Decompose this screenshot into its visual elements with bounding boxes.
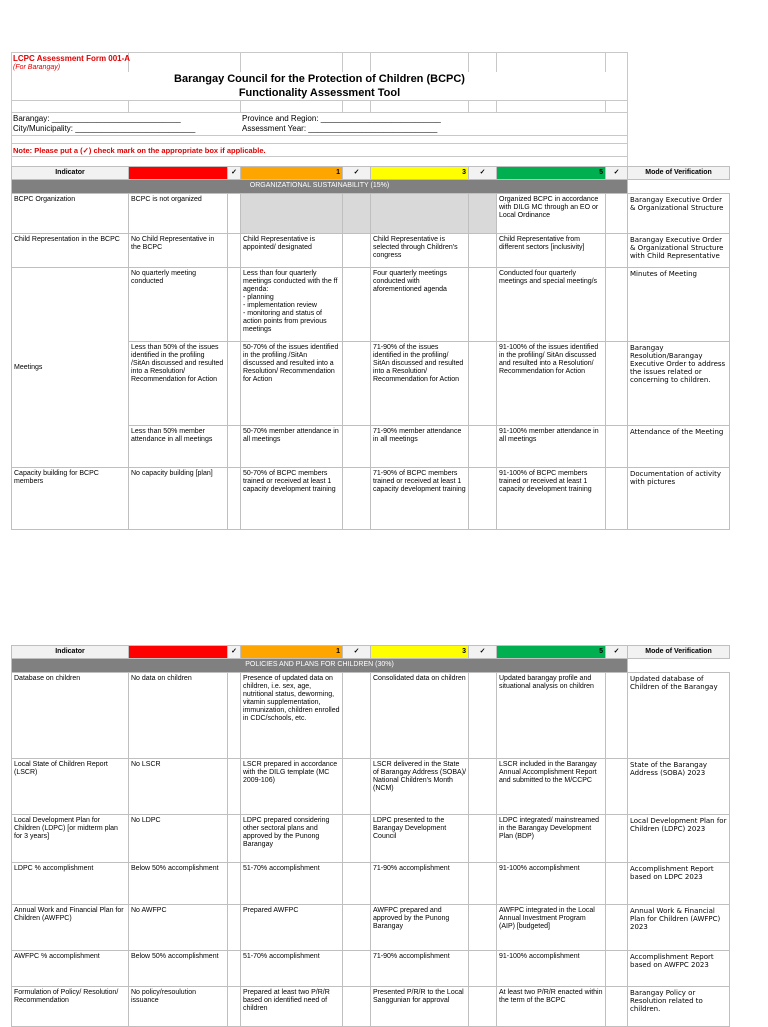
criteria-cell: 91-100% of BCPC members trained or received at least 1 capacity development training — [497, 468, 606, 530]
criteria-cell: Less than 50% member attendance in all meetings — [129, 426, 228, 468]
score-1-header: 1 — [241, 646, 343, 659]
criteria-cell: AWFPC prepared and approved by the Punong Barangay — [371, 905, 469, 951]
criteria-cell: 71-90% accomplishment — [371, 951, 469, 987]
check-box[interactable] — [343, 268, 371, 342]
section1-table — [11, 166, 730, 530]
mov-cell: Local Development Plan for Children (LDPC) 2023 — [628, 815, 730, 863]
check-box[interactable] — [343, 759, 371, 815]
check-cell[interactable]: ✓ — [228, 646, 241, 659]
check-cell[interactable]: ✓ — [469, 167, 497, 180]
table-row — [12, 905, 730, 951]
check-box[interactable] — [228, 426, 241, 468]
table-row — [12, 987, 730, 1027]
check-box[interactable] — [606, 759, 628, 815]
section-title-row — [12, 659, 730, 673]
criteria-cell: Presence of updated data on children, i.e. sex, age, nutritional status, deworming, vitamin supplementation, immunization, children enrolled in CDC/schools, etc. — [241, 673, 343, 759]
page-subtitle: Functionality Assessment Tool — [238, 87, 401, 99]
criteria-cell: No Child Representative in the BCPC — [129, 234, 228, 268]
check-cell[interactable]: ✓ — [469, 646, 497, 659]
header-row — [12, 646, 730, 659]
criteria-cell: 71-90% accomplishment — [371, 863, 469, 905]
criteria-cell: 91-100% member attendance in all meetings — [497, 426, 606, 468]
check-box[interactable] — [469, 987, 497, 1027]
criteria-cell: Consolidated data on children — [371, 673, 469, 759]
criteria-cell: AWFPC integrated in the Local Annual Investment Program (AIP) [budgeted] — [497, 905, 606, 951]
criteria-cell: Prepared at least two P/R/R based on identified need of children — [241, 987, 343, 1027]
criteria-cell: LDPC prepared considering other sectoral plans and approved by the Punong Barangay — [241, 815, 343, 863]
check-box[interactable] — [469, 342, 497, 426]
check-box[interactable] — [469, 468, 497, 530]
check-box[interactable] — [228, 951, 241, 987]
check-box[interactable] — [228, 268, 241, 342]
mov-cell: Barangay Executive Order & Organizational Structure — [628, 194, 730, 234]
check-box[interactable] — [469, 863, 497, 905]
criteria-cell — [241, 194, 343, 234]
check-box[interactable] — [343, 863, 371, 905]
check-box[interactable] — [228, 905, 241, 951]
check-box[interactable] — [228, 863, 241, 905]
mov-cell: Updated database of Children of the Barangay — [628, 673, 730, 759]
table-row — [12, 863, 730, 905]
mov-cell: Minutes of Meeting — [628, 268, 730, 342]
criteria-cell: Less than 50% of the issues identified in the profiling /SitAn discussed and resulted into a Resolution/ Recommendation for Action — [129, 342, 228, 426]
criteria-cell: 71-90% of the issues identified in the profiling/ SitAn discussed and resulted into a Resolution/ Recommendation for Action — [371, 342, 469, 426]
criteria-cell: Organized BCPC in accordance with DILG MC through an EO or Local Ordinance — [497, 194, 606, 234]
indicator-cell: Local State of Children Report (LSCR) — [12, 759, 129, 815]
criteria-cell: No quarterly meeting conducted — [129, 268, 228, 342]
check-box[interactable] — [343, 194, 371, 234]
criteria-cell: No data on children — [129, 673, 228, 759]
mov-header: Mode of Verification — [628, 167, 730, 180]
indicator-cell: Local Development Plan for Children (LDPC) [or midterm plan for 3 years] — [12, 815, 129, 863]
check-cell[interactable]: ✓ — [228, 167, 241, 180]
check-box[interactable] — [606, 673, 628, 759]
check-box[interactable] — [343, 987, 371, 1027]
criteria-cell: Prepared AWFPC — [241, 905, 343, 951]
barangay-field[interactable]: Barangay: _____________________________ — [13, 114, 181, 123]
check-box[interactable] — [228, 194, 241, 234]
check-box[interactable] — [606, 863, 628, 905]
check-cell[interactable]: ✓ — [606, 646, 628, 659]
mov-cell: State of the Barangay Address (SOBA) 2023 — [628, 759, 730, 815]
check-box[interactable] — [606, 987, 628, 1027]
check-box[interactable] — [343, 951, 371, 987]
criteria-cell: Child Representative from different sectors [inclusivity] — [497, 234, 606, 268]
indicator-header: Indicator — [12, 646, 129, 659]
indicator-cell: BCPC Organization — [12, 194, 129, 234]
mov-cell: Documentation of activity with pictures — [628, 468, 730, 530]
mov-cell: Barangay Resolution/Barangay Executive Order to address the issues related or concerning to children. — [628, 342, 730, 426]
indicator-cell: AWFPC % accomplishment — [12, 951, 129, 987]
check-box[interactable] — [606, 468, 628, 530]
criteria-cell: Updated barangay profile and situational analysis on children — [497, 673, 606, 759]
check-box[interactable] — [343, 342, 371, 426]
score-5-header: 5 — [497, 646, 606, 659]
check-box[interactable] — [469, 815, 497, 863]
check-cell[interactable]: ✓ — [343, 167, 371, 180]
indicator-cell: Meetings — [12, 268, 129, 468]
check-box[interactable] — [228, 342, 241, 426]
table-row — [12, 951, 730, 987]
score-5-header: 5 — [497, 167, 606, 180]
check-box[interactable] — [469, 759, 497, 815]
criteria-cell: Less than four quarterly meetings conducted with the ff agenda: - planning - implementation review - monitoring and status of action points from previous meetings — [241, 268, 343, 342]
check-box[interactable] — [228, 759, 241, 815]
check-box[interactable] — [606, 905, 628, 951]
criteria-cell: 91-100% accomplishment — [497, 863, 606, 905]
criteria-cell — [371, 194, 469, 234]
instruction-note: Note: Please put a (✓) check mark on the appropriate box if applicable. — [13, 146, 266, 155]
section2-table — [11, 645, 730, 1027]
city-field[interactable]: City/Municipality: ___________________________ — [13, 124, 196, 133]
check-box[interactable] — [606, 342, 628, 426]
mov-cell: Barangay Executive Order & Organizational Structure with Child Representative — [628, 234, 730, 268]
check-box[interactable] — [343, 234, 371, 268]
table-row — [12, 194, 730, 234]
check-box[interactable] — [228, 234, 241, 268]
check-box[interactable] — [606, 194, 628, 234]
table-row — [12, 234, 730, 268]
check-cell[interactable]: ✓ — [606, 167, 628, 180]
check-box[interactable] — [606, 426, 628, 468]
check-box[interactable] — [228, 987, 241, 1027]
criteria-cell: No capacity building [plan] — [129, 468, 228, 530]
criteria-cell: No AWFPC — [129, 905, 228, 951]
table-row — [12, 468, 730, 530]
indicator-cell: Child Representation in the BCPC — [12, 234, 129, 268]
criteria-cell: 50-70% of the issues identified in the profiling /SitAn discussed and resulted into a Resolution/ Recommendation for Action — [241, 342, 343, 426]
check-box[interactable] — [228, 815, 241, 863]
check-box[interactable] — [343, 468, 371, 530]
criteria-cell: Child Representative is appointed/ designated — [241, 234, 343, 268]
section-title: POLICIES AND PLANS FOR CHILDREN (30%) — [12, 659, 628, 673]
criteria-cell: LSCR delivered in the State of Barangay Address (SOBA)/ National Children's Month (NCM) — [371, 759, 469, 815]
criteria-cell: LDPC presented to the Barangay Development Council — [371, 815, 469, 863]
form-code: LCPC Assessment Form 001-A — [13, 54, 131, 63]
check-cell[interactable]: ✓ — [343, 646, 371, 659]
indicator-header: Indicator — [12, 167, 129, 180]
check-box[interactable] — [469, 673, 497, 759]
check-box[interactable] — [343, 426, 371, 468]
check-box[interactable] — [228, 468, 241, 530]
table-row — [12, 673, 730, 759]
check-box[interactable] — [469, 951, 497, 987]
check-box[interactable] — [606, 815, 628, 863]
table-row — [12, 759, 730, 815]
page-title: Barangay Council for the Protection of Children (BCPC) — [174, 73, 465, 85]
check-box[interactable] — [469, 268, 497, 342]
indicator-cell: Annual Work and Financial Plan for Children (AWFPC) — [12, 905, 129, 951]
indicator-cell: Formulation of Policy/ Resolution/ Recommendation — [12, 987, 129, 1027]
score-0-header — [129, 646, 228, 659]
criteria-cell: 91-100% accomplishment — [497, 951, 606, 987]
check-box[interactable] — [606, 234, 628, 268]
table-row — [12, 268, 730, 342]
criteria-cell: 50-70% of BCPC members trained or received at least 1 capacity development training — [241, 468, 343, 530]
criteria-cell: Child Representative is selected through Children's congress — [371, 234, 469, 268]
criteria-cell: BCPC is not organized — [129, 194, 228, 234]
mov-cell: Barangay Policy or Resolution related to children. — [628, 987, 730, 1027]
criteria-cell: Presented P/R/R to the Local Sanggunian for approval — [371, 987, 469, 1027]
criteria-cell: LSCR prepared in accordance with the DILG template (MC 2009-106) — [241, 759, 343, 815]
score-0-header — [129, 167, 228, 180]
score-1-header: 1 — [241, 167, 343, 180]
check-box[interactable] — [469, 426, 497, 468]
check-box[interactable] — [343, 673, 371, 759]
criteria-cell: LSCR included in the Barangay Annual Accomplishment Report and submitted to the M/CCPC — [497, 759, 606, 815]
indicator-cell: Database on children — [12, 673, 129, 759]
indicator-cell: LDPC % accomplishment — [12, 863, 129, 905]
table-row — [12, 815, 730, 863]
criteria-cell: Below 50% accomplishment — [129, 951, 228, 987]
criteria-cell: 51-70% accomplishment — [241, 863, 343, 905]
criteria-cell: 71-90% member attendance in all meetings — [371, 426, 469, 468]
criteria-cell: 50-70% member attendance in all meetings — [241, 426, 343, 468]
check-box[interactable] — [469, 194, 497, 234]
check-box[interactable] — [606, 268, 628, 342]
check-box[interactable] — [228, 673, 241, 759]
criteria-cell: Below 50% accomplishment — [129, 863, 228, 905]
criteria-cell: Four quarterly meetings conducted with aforementioned agenda — [371, 268, 469, 342]
criteria-cell: No LSCR — [129, 759, 228, 815]
criteria-cell: 91-100% of the issues identified in the profiling/ SitAn discussed and resulted into a Resolution/ Recommendation for Action — [497, 342, 606, 426]
check-box[interactable] — [343, 815, 371, 863]
province-field[interactable]: Province and Region: ___________________________ — [242, 114, 441, 123]
criteria-cell: 71-90% of BCPC members trained or received at least 1 capacity development training — [371, 468, 469, 530]
criteria-cell: At least two P/R/R enacted within the term of the BCPC — [497, 987, 606, 1027]
mov-cell: Accomplishment Report based on AWFPC 2023 — [628, 951, 730, 987]
form-subtitle: (For Barangay) — [13, 64, 61, 71]
check-box[interactable] — [343, 905, 371, 951]
score-3-header: 3 — [371, 646, 469, 659]
mov-cell: Annual Work & Financial Plan for Children (AWFPC) 2023 — [628, 905, 730, 951]
criteria-cell: No policy/resoulution issuance — [129, 987, 228, 1027]
mov-cell: Attendance of the Meeting — [628, 426, 730, 468]
score-3-header: 3 — [371, 167, 469, 180]
indicator-cell: Capacity building for BCPC members — [12, 468, 129, 530]
criteria-cell: Conducted four quarterly meetings and special meeting/s — [497, 268, 606, 342]
criteria-cell: LDPC integrated/ mainstreamed in the Barangay Development Plan (BDP) — [497, 815, 606, 863]
check-box[interactable] — [469, 905, 497, 951]
section-title-row — [12, 180, 730, 194]
mov-cell: Accomplishment Report based on LDPC 2023 — [628, 863, 730, 905]
year-field[interactable]: Assessment Year: _____________________________ — [242, 124, 438, 133]
criteria-cell: No LDPC — [129, 815, 228, 863]
mov-header: Mode of Verification — [628, 646, 730, 659]
check-box[interactable] — [469, 234, 497, 268]
criteria-cell: 51-70% accomplishment — [241, 951, 343, 987]
check-box[interactable] — [606, 951, 628, 987]
section-title: ORGANIZATIONAL SUSTAINABILITY (15%) — [12, 180, 628, 194]
header-row — [12, 167, 730, 180]
